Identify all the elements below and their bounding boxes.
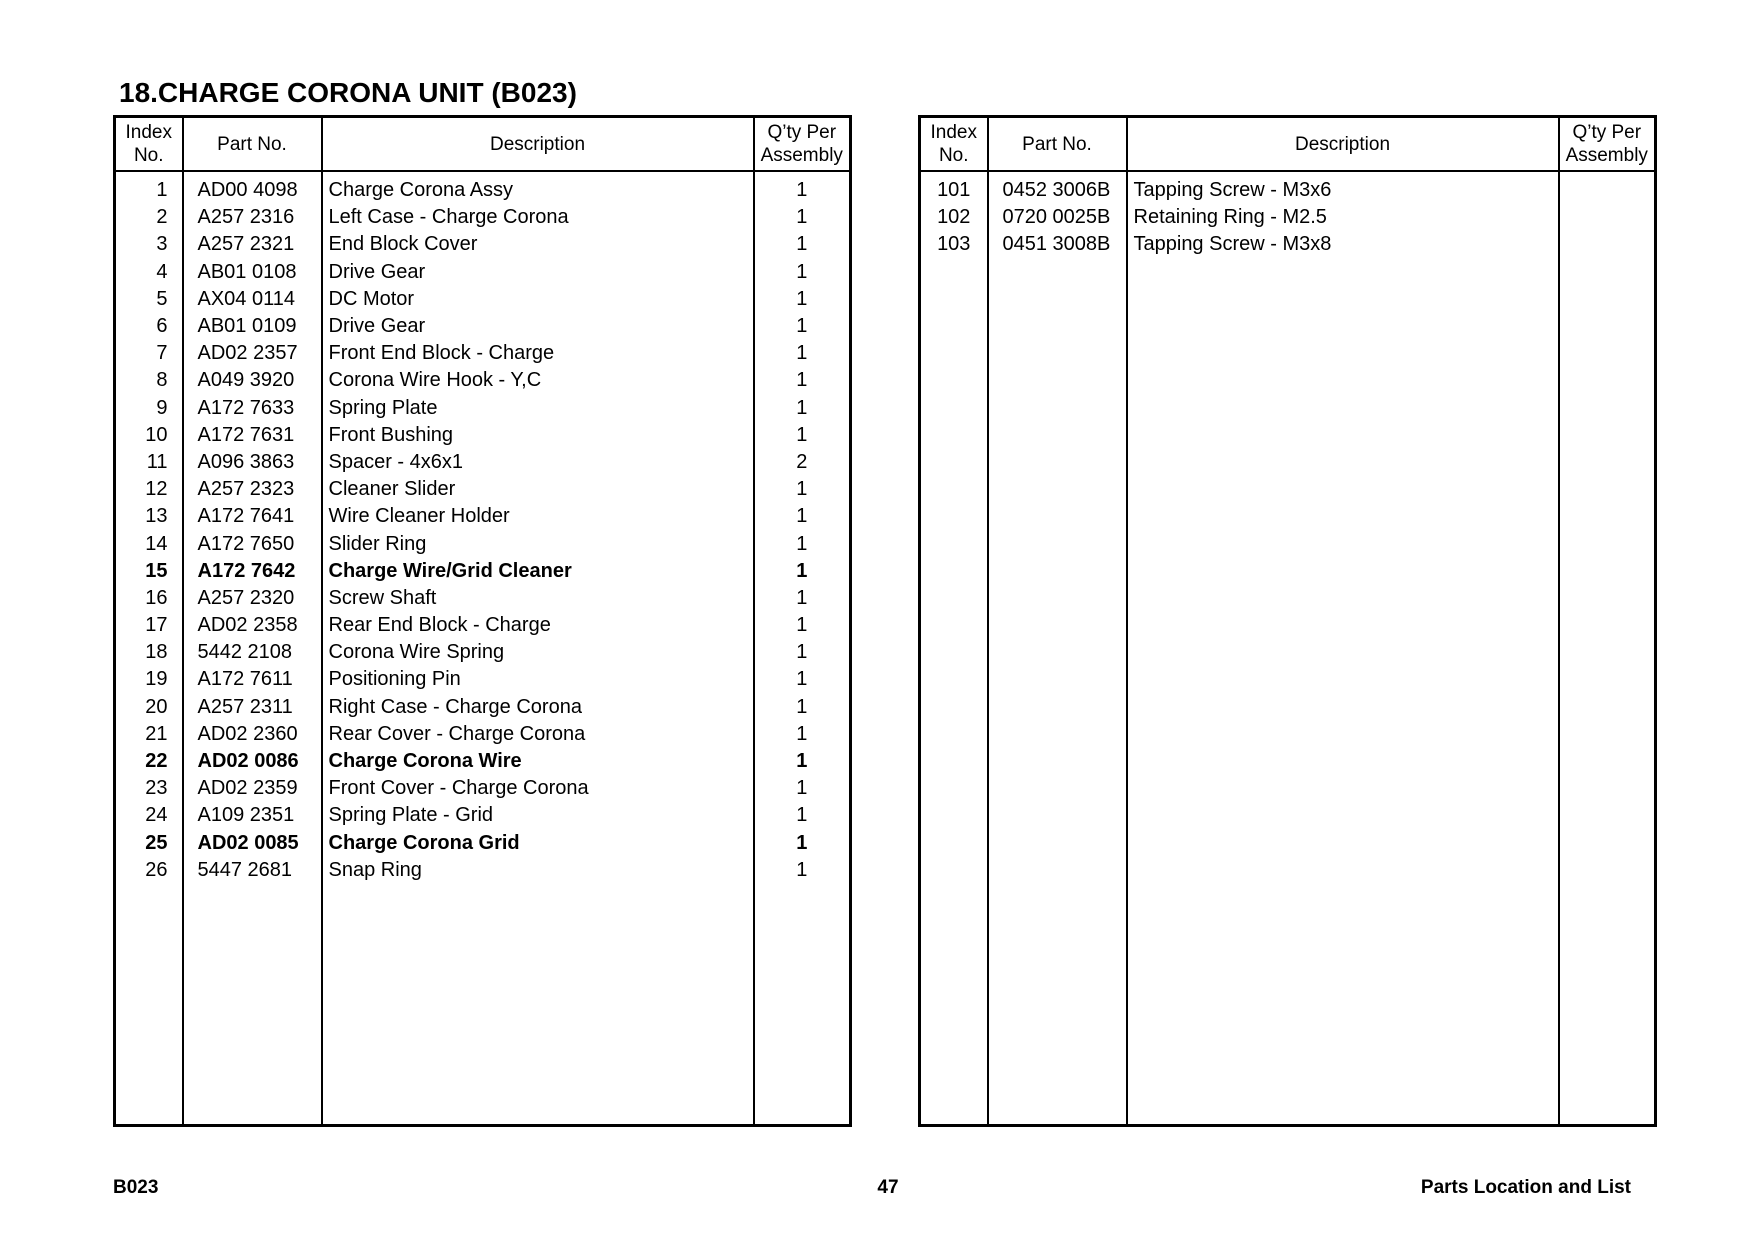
parts-table-right — [918, 115, 1657, 1127]
cell-part-no: A257 2311 — [183, 694, 322, 721]
parts-table-right-body — [920, 171, 1656, 1126]
table-row — [115, 503, 851, 530]
parts-table-left — [113, 115, 852, 1127]
cell-index: 21 — [115, 721, 183, 748]
cell-qty: 1 — [754, 286, 851, 313]
cell-description: Front End Block - Charge — [322, 340, 754, 367]
cell-qty: 1 — [754, 612, 851, 639]
table-row — [115, 721, 851, 748]
table-row — [115, 231, 851, 258]
table-row — [115, 775, 851, 802]
table-header-row — [920, 117, 1656, 172]
empty-cell — [1559, 259, 1656, 1126]
table-filler-row — [115, 884, 851, 1126]
cell-index: 1 — [115, 171, 183, 204]
cell-index: 9 — [115, 395, 183, 422]
cell-description: Front Bushing — [322, 422, 754, 449]
cell-description: Charge Corona Grid — [322, 830, 754, 857]
cell-qty: 1 — [754, 340, 851, 367]
table-row — [115, 422, 851, 449]
cell-description: Corona Wire Hook - Y,C — [322, 367, 754, 394]
cell-part-no: A257 2316 — [183, 204, 322, 231]
cell-part-no: 5447 2681 — [183, 857, 322, 884]
table-row — [115, 286, 851, 313]
cell-qty — [1559, 204, 1656, 231]
cell-part-no: A172 7631 — [183, 422, 322, 449]
cell-index: 102 — [920, 204, 988, 231]
table-row — [115, 585, 851, 612]
cell-index: 101 — [920, 171, 988, 204]
cell-description: Charge Corona Wire — [322, 748, 754, 775]
table-row — [115, 204, 851, 231]
cell-part-no: AB01 0108 — [183, 259, 322, 286]
cell-description: Corona Wire Spring — [322, 639, 754, 666]
cell-qty — [1559, 171, 1656, 204]
header-description: Description — [1127, 117, 1559, 172]
cell-index: 17 — [115, 612, 183, 639]
cell-part-no: AD02 0086 — [183, 748, 322, 775]
empty-cell — [988, 259, 1127, 1126]
cell-description: Rear End Block - Charge — [322, 612, 754, 639]
cell-description: Cleaner Slider — [322, 476, 754, 503]
cell-index: 10 — [115, 422, 183, 449]
table-row — [920, 171, 1656, 204]
header-index: Index No. — [115, 117, 183, 172]
cell-part-no: 0451 3008B — [988, 231, 1127, 258]
table-row — [115, 558, 851, 585]
cell-index: 18 — [115, 639, 183, 666]
cell-description: Drive Gear — [322, 313, 754, 340]
cell-index: 25 — [115, 830, 183, 857]
cell-qty: 1 — [754, 367, 851, 394]
cell-description: Snap Ring — [322, 857, 754, 884]
cell-qty: 1 — [754, 530, 851, 557]
cell-description: Right Case - Charge Corona — [322, 694, 754, 721]
table-row — [115, 830, 851, 857]
table-row — [115, 748, 851, 775]
table-row — [115, 802, 851, 829]
cell-index: 4 — [115, 259, 183, 286]
cell-qty: 1 — [754, 721, 851, 748]
cell-qty: 1 — [754, 171, 851, 204]
cell-qty — [1559, 231, 1656, 258]
empty-cell — [115, 884, 183, 1126]
cell-description: Charge Wire/Grid Cleaner — [322, 558, 754, 585]
cell-index: 5 — [115, 286, 183, 313]
cell-index: 16 — [115, 585, 183, 612]
table-row — [920, 231, 1656, 258]
table-filler-row — [920, 259, 1656, 1126]
cell-index: 13 — [115, 503, 183, 530]
cell-part-no: A257 2320 — [183, 585, 322, 612]
table-row — [115, 694, 851, 721]
cell-part-no: AD00 4098 — [183, 171, 322, 204]
cell-part-no: A257 2323 — [183, 476, 322, 503]
cell-part-no: A257 2321 — [183, 231, 322, 258]
cell-part-no: A172 7611 — [183, 666, 322, 693]
cell-index: 26 — [115, 857, 183, 884]
cell-qty: 1 — [754, 395, 851, 422]
cell-qty: 1 — [754, 503, 851, 530]
cell-qty: 1 — [754, 748, 851, 775]
cell-description: Charge Corona Assy — [322, 171, 754, 204]
cell-part-no: AD02 2360 — [183, 721, 322, 748]
footer-page-number: 47 — [877, 1177, 899, 1198]
cell-qty: 1 — [754, 476, 851, 503]
cell-qty: 1 — [754, 313, 851, 340]
cell-qty: 1 — [754, 585, 851, 612]
empty-cell — [183, 884, 322, 1126]
header-qty: Q’ty Per Assembly — [754, 117, 851, 172]
empty-cell — [754, 884, 851, 1126]
cell-description: Left Case - Charge Corona — [322, 204, 754, 231]
table-row — [115, 612, 851, 639]
cell-part-no: AD02 0085 — [183, 830, 322, 857]
footer-model-code: B023 — [113, 1177, 159, 1198]
empty-cell — [1127, 259, 1559, 1126]
cell-description: Front Cover - Charge Corona — [322, 775, 754, 802]
cell-part-no: AD02 2358 — [183, 612, 322, 639]
cell-qty: 1 — [754, 204, 851, 231]
cell-qty: 1 — [754, 231, 851, 258]
cell-index: 19 — [115, 666, 183, 693]
table-header-row — [115, 117, 851, 172]
cell-description: Tapping Screw - M3x8 — [1127, 231, 1559, 258]
cell-index: 2 — [115, 204, 183, 231]
cell-qty: 1 — [754, 259, 851, 286]
cell-part-no: AD02 2359 — [183, 775, 322, 802]
header-part-no: Part No. — [988, 117, 1127, 172]
cell-description: Spacer - 4x6x1 — [322, 449, 754, 476]
header-index: Index No. — [920, 117, 988, 172]
cell-description: Drive Gear — [322, 259, 754, 286]
table-row — [115, 857, 851, 884]
cell-description: Slider Ring — [322, 530, 754, 557]
header-qty: Q’ty Per Assembly — [1559, 117, 1656, 172]
cell-description: Positioning Pin — [322, 666, 754, 693]
table-row — [920, 204, 1656, 231]
cell-index: 11 — [115, 449, 183, 476]
parts-table-left-body — [115, 171, 851, 1126]
cell-index: 14 — [115, 530, 183, 557]
cell-part-no: A172 7650 — [183, 530, 322, 557]
cell-description: DC Motor — [322, 286, 754, 313]
cell-part-no: 0452 3006B — [988, 171, 1127, 204]
cell-qty: 1 — [754, 802, 851, 829]
cell-index: 3 — [115, 231, 183, 258]
cell-index: 103 — [920, 231, 988, 258]
empty-cell — [920, 259, 988, 1126]
header-description: Description — [322, 117, 754, 172]
cell-index: 12 — [115, 476, 183, 503]
cell-description: Spring Plate - Grid — [322, 802, 754, 829]
cell-part-no: A109 2351 — [183, 802, 322, 829]
cell-index: 8 — [115, 367, 183, 394]
table-row — [115, 530, 851, 557]
cell-index: 22 — [115, 748, 183, 775]
cell-index: 6 — [115, 313, 183, 340]
table-row — [115, 340, 851, 367]
cell-qty: 1 — [754, 694, 851, 721]
table-row — [115, 449, 851, 476]
table-row — [115, 259, 851, 286]
cell-qty: 1 — [754, 857, 851, 884]
header-part-no: Part No. — [183, 117, 322, 172]
cell-qty: 1 — [754, 666, 851, 693]
cell-part-no: A172 7633 — [183, 395, 322, 422]
cell-qty: 1 — [754, 422, 851, 449]
cell-qty: 1 — [754, 775, 851, 802]
cell-index: 24 — [115, 802, 183, 829]
cell-description: Tapping Screw - M3x6 — [1127, 171, 1559, 204]
cell-part-no: A096 3863 — [183, 449, 322, 476]
cell-index: 7 — [115, 340, 183, 367]
table-row — [115, 476, 851, 503]
cell-description: Wire Cleaner Holder — [322, 503, 754, 530]
cell-part-no: AB01 0109 — [183, 313, 322, 340]
cell-part-no: A172 7641 — [183, 503, 322, 530]
footer-section-title: Parts Location and List — [1420, 1177, 1631, 1198]
cell-part-no: A172 7642 — [183, 558, 322, 585]
cell-part-no: 0720 0025B — [988, 204, 1127, 231]
cell-description: Screw Shaft — [322, 585, 754, 612]
cell-part-no: 5442 2108 — [183, 639, 322, 666]
cell-part-no: AD02 2357 — [183, 340, 322, 367]
cell-part-no: A049 3920 — [183, 367, 322, 394]
page-title: 18.CHARGE CORONA UNIT (B023) — [119, 77, 577, 108]
table-row — [115, 313, 851, 340]
cell-description: Rear Cover - Charge Corona — [322, 721, 754, 748]
table-row — [115, 639, 851, 666]
table-row — [115, 395, 851, 422]
table-row — [115, 367, 851, 394]
cell-index: 15 — [115, 558, 183, 585]
cell-qty: 1 — [754, 558, 851, 585]
cell-index: 23 — [115, 775, 183, 802]
cell-description: Spring Plate — [322, 395, 754, 422]
cell-part-no: AX04 0114 — [183, 286, 322, 313]
cell-index: 20 — [115, 694, 183, 721]
table-row — [115, 171, 851, 204]
empty-cell — [322, 884, 754, 1126]
table-row — [115, 666, 851, 693]
cell-qty: 1 — [754, 639, 851, 666]
cell-description: Retaining Ring - M2.5 — [1127, 204, 1559, 231]
cell-qty: 1 — [754, 830, 851, 857]
cell-qty: 2 — [754, 449, 851, 476]
cell-description: End Block Cover — [322, 231, 754, 258]
